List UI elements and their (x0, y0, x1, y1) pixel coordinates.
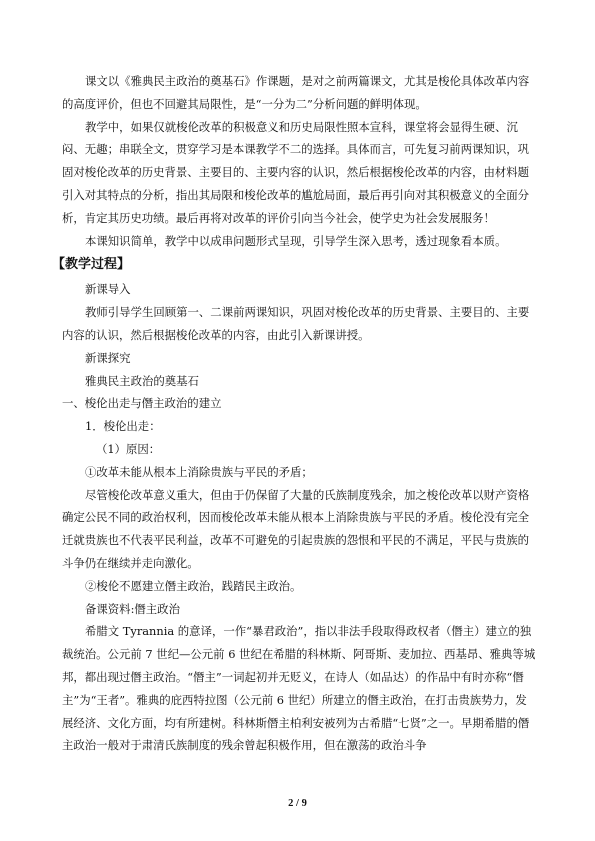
paragraph: 希腊文 Tyrannia 的意译，一作“暴君政治”，指以非法手段取得政权者（僭主）建立的独裁统治。公元前 7 世纪—公元前 6 世纪在希腊的科林斯、阿哥斯、麦加拉、西基昂、雅典等城邦，都出现过僭主政治。“僭主”一词起初并无贬义，在诗人（如品达）的作品中有时亦称“僭主”为“王者”。雅典的庇西特拉图（公元前 6 世纪）所建立的僭主政治，在打击贵族势力，发展经济、文化方面，均有所建树。科林斯僭主柏利安被列为古希腊“七贤”之一。早期希腊的僭主政治一般对于肃清氏族制度的残余曾起积极作用，但在激荡的政治斗争 (62, 624, 536, 753)
paragraph: 尽管梭伦改革意义重大，但由于仍保留了大量的氏族制度残余，加之梭伦改革以财产资格确定公民不同的政治权利，因而梭伦改革未能从根本上消除贵族与平民的矛盾。梭伦没有完全迁就贵族也不代表平民利益，改革不可避免的引起贵族的怨恨和平民的不满足，平民与贵族的斗争仍在继续并走向激化。 (62, 487, 530, 570)
paragraph: ②梭伦不愿建立僭主政治，践踏民主政治。 (85, 578, 302, 593)
paragraph: 1．梭伦出走： (85, 419, 161, 434)
paragraph: 本课知识简单，教学中以成串问题形式呈现，引导学生深入思考，透过现象看本质。 (85, 233, 507, 248)
paragraph: 教学中，如果仅就梭伦改革的积极意义和历史局限性照本宣科，课堂将会显得生硬、沉闷、无趣；串联全文，贯穿学习是本课教学不二的选择。具体而言，可先复习前两课知识，巩固对梭伦改革的历史背景、主要目的、主要内容的认识，然后根据梭伦改革的内容，由材料题引入对其特点的分析，指出其局限和梭伦改革的尴尬局面，最后再引向对其积极意义的全面分析，肯定其历史功绩。最后再将对改革的评价引向当今社会，使学史为社会发展服务！ (62, 119, 530, 225)
paragraph: 一、梭伦出走与僭主政治的建立 (62, 396, 222, 411)
section-heading: 【教学过程】 (52, 257, 131, 273)
paragraph: （1）原因： (96, 441, 161, 456)
document-body (52, 70, 537, 757)
paragraph: 新课导入 (85, 282, 131, 297)
paragraph: 新课探究 (85, 350, 131, 365)
page-number: 2 / 9 (288, 798, 307, 809)
paragraph: 雅典民主政治的奠基石 (85, 373, 199, 388)
paragraph: 备课资料:僭主政治 (85, 601, 180, 616)
paragraph: ①改革未能从根本上消除贵族与平民的矛盾； (85, 464, 313, 479)
paragraph: 教师引导学生回顾第一、二课前两课知识，巩固对梭伦改革的历史背景、主要目的、主要内容的认识，然后根据梭伦改革的内容，由此引入新课讲授。 (62, 305, 530, 342)
paragraph: 课文以《雅典民主政治的奠基石》作课题，是对之前两篇课文，尤其是梭伦具体改革内容的高度评价，但也不回避其局限性，是“一分为二”分析问题的鲜明体现。 (62, 74, 530, 111)
